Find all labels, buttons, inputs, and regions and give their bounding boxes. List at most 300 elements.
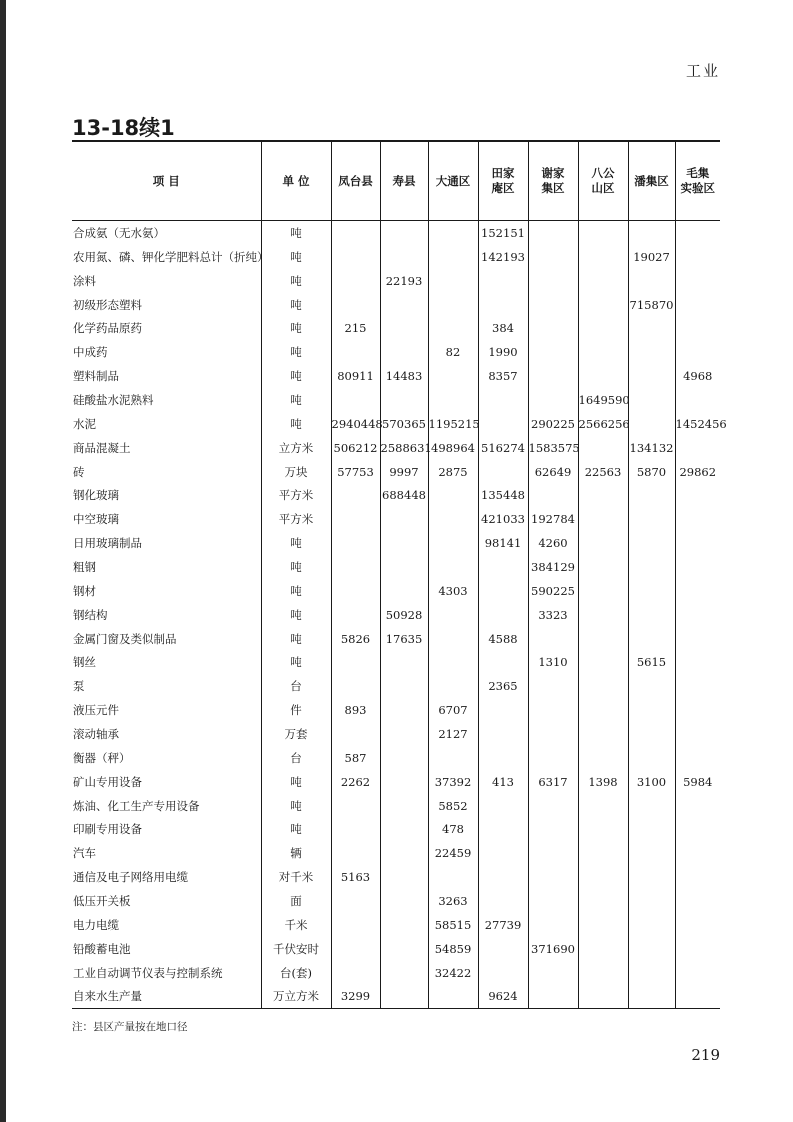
row-unit: 万立方米: [261, 985, 331, 1009]
table-cell: 1398: [578, 770, 628, 794]
table-cell: [628, 865, 675, 889]
row-unit: 吨: [261, 579, 331, 603]
table-cell: [478, 746, 528, 770]
table-cell: [628, 889, 675, 913]
table-cell: 5615: [628, 650, 675, 674]
table-cell: [675, 245, 720, 269]
table-cell: [380, 698, 428, 722]
table-cell: [675, 722, 720, 746]
table-row: [72, 985, 720, 1009]
table-cell: 98141: [478, 531, 528, 555]
table-row: [72, 770, 720, 794]
table-cell: [578, 293, 628, 317]
table-row: [72, 603, 720, 627]
table-cell: [675, 340, 720, 364]
table-cell: 498964: [428, 436, 478, 460]
table-cell: [675, 555, 720, 579]
table-cell: [578, 937, 628, 961]
table-cell: [578, 627, 628, 651]
table-cell: 590225: [528, 579, 578, 603]
row-item-label: 硅酸盐水泥熟料: [73, 392, 154, 407]
table-cell: [478, 722, 528, 746]
column-header: 潘集区: [628, 142, 675, 221]
row-unit: 吨: [261, 817, 331, 841]
table-cell: [478, 293, 528, 317]
table-cell: [478, 412, 528, 436]
column-header: 寿县: [380, 142, 428, 221]
table-cell: 2588631: [380, 436, 428, 460]
table-cell: 384129: [528, 555, 578, 579]
table-cell: 19027: [628, 245, 675, 269]
table-cell: [331, 841, 380, 865]
table-cell: [380, 293, 428, 317]
table-cell: 6317: [528, 770, 578, 794]
table-cell: [331, 293, 380, 317]
row-unit: 件: [261, 698, 331, 722]
table-cell: [331, 507, 380, 531]
table-row: [72, 865, 720, 889]
table-cell: [331, 937, 380, 961]
table-cell: 1583575: [528, 436, 578, 460]
table-row: [72, 364, 720, 388]
table-cell: [428, 555, 478, 579]
row-item-label: 印刷专用设备: [73, 822, 142, 837]
table-body: [72, 221, 727, 1009]
table-cell: 893: [331, 698, 380, 722]
row-item-label: 塑料制品: [73, 369, 119, 384]
table-cell: 516274: [478, 436, 528, 460]
table-cell: 5826: [331, 627, 380, 651]
table-cell: [578, 579, 628, 603]
table-row: [72, 698, 720, 722]
table-cell: [478, 865, 528, 889]
table-cell: [578, 603, 628, 627]
table-cell: [528, 293, 578, 317]
table-cell: 50928: [380, 603, 428, 627]
table-cell: [380, 555, 428, 579]
table-row: [72, 340, 720, 364]
table-row: [72, 412, 720, 436]
table-cell: [578, 746, 628, 770]
table-cell: [380, 865, 428, 889]
row-item-label: 自来水生产量: [72, 985, 261, 1009]
table-cell: 2875: [428, 460, 478, 484]
column-header: 单 位: [261, 142, 331, 221]
table-cell: [675, 293, 720, 317]
table-cell: [578, 889, 628, 913]
row-item-label: 砖: [73, 464, 85, 479]
table-cell: [331, 483, 380, 507]
table-cell: [331, 674, 380, 698]
row-item-label: 炼油、化工生产专用设备: [73, 798, 200, 813]
table-cell: [380, 650, 428, 674]
table-cell: [578, 555, 628, 579]
row-unit: 吨: [261, 316, 331, 340]
table-cell: [628, 555, 675, 579]
table-cell: [628, 985, 675, 1009]
table-cell: [578, 650, 628, 674]
column-header: 田家 庵区: [478, 142, 528, 221]
row-item-label: 粗钢: [73, 559, 96, 574]
table-cell: [528, 340, 578, 364]
table-cell: 32422: [428, 961, 478, 985]
table-cell: 3323: [528, 603, 578, 627]
table-cell: [578, 961, 628, 985]
table-cell: [675, 817, 720, 841]
table-cell: [478, 698, 528, 722]
table-cell: [528, 889, 578, 913]
table-cell: [380, 507, 428, 531]
table-cell: [380, 340, 428, 364]
table-cell: [675, 889, 720, 913]
table-cell: [578, 985, 628, 1009]
table-cell: [380, 913, 428, 937]
table-cell: [628, 483, 675, 507]
section-label: 工业: [685, 62, 720, 80]
table-cell: [675, 674, 720, 698]
table-cell: [528, 627, 578, 651]
table-cell: [628, 388, 675, 412]
row-item-label: 工业自动调节仪表与控制系统: [73, 965, 223, 980]
table-cell: 3263: [428, 889, 478, 913]
row-item-label: 钢结构: [73, 607, 108, 622]
table-cell: 371690: [528, 937, 578, 961]
table-cell: [628, 579, 675, 603]
table-cell: [628, 412, 675, 436]
table-cell: [675, 579, 720, 603]
table-cell: [528, 674, 578, 698]
row-unit: 吨: [261, 531, 331, 555]
row-item-label: 泵: [73, 679, 85, 694]
table-cell: [428, 674, 478, 698]
table-cell: 5984: [675, 770, 720, 794]
table-cell: [478, 794, 528, 818]
table-row: [72, 507, 720, 531]
table-cell: [628, 817, 675, 841]
table-row: [72, 316, 720, 340]
row-unit: 吨: [261, 221, 331, 245]
row-item-label: 初级形态塑料: [73, 297, 142, 312]
table-row: [72, 794, 720, 818]
table-cell: 4303: [428, 579, 478, 603]
table-cell: [380, 388, 428, 412]
table-row: [72, 483, 720, 507]
table-cell: [331, 961, 380, 985]
table-cell: [578, 722, 628, 746]
table-cell: [428, 293, 478, 317]
table-row: [72, 436, 720, 460]
row-item-label: 滚动轴承: [73, 726, 119, 741]
table-cell: [428, 364, 478, 388]
table-cell: [528, 245, 578, 269]
table-cell: [331, 221, 380, 245]
table-cell: [628, 794, 675, 818]
table-cell: [675, 483, 720, 507]
table-row: [72, 221, 720, 245]
row-item-label: 衡器（秤）: [73, 750, 131, 765]
table-cell: 290225: [528, 412, 578, 436]
row-unit: 万套: [261, 722, 331, 746]
table-cell: 1452456: [675, 412, 720, 436]
table-cell: [628, 269, 675, 293]
table-cell: [578, 245, 628, 269]
table-cell: 1310: [528, 650, 578, 674]
table-cell: [628, 340, 675, 364]
table-cell: [428, 507, 478, 531]
table-cell: 4260: [528, 531, 578, 555]
table-cell: [675, 913, 720, 937]
table-cell: 1195215: [428, 412, 478, 436]
table-cell: [578, 841, 628, 865]
table-cell: [428, 865, 478, 889]
table-cell: [380, 746, 428, 770]
table-cell: [675, 794, 720, 818]
table-cell: 82: [428, 340, 478, 364]
table-cell: [528, 961, 578, 985]
table-cell: [675, 937, 720, 961]
column-header: 谢家 集区: [528, 142, 578, 221]
table-cell: [675, 627, 720, 651]
table-cell: 2127: [428, 722, 478, 746]
table-cell: 384: [478, 316, 528, 340]
row-item-label: 电力电缆: [73, 917, 119, 932]
table-row: [72, 555, 720, 579]
table-cell: [675, 698, 720, 722]
table-cell: 62649: [528, 460, 578, 484]
table-row: [72, 722, 720, 746]
table-cell: 142193: [478, 245, 528, 269]
row-item-label: 金属门窗及类似制品: [73, 631, 177, 646]
table-cell: [628, 698, 675, 722]
row-item-label: 铅酸蓄电池: [73, 941, 131, 956]
table-cell: [578, 865, 628, 889]
row-unit: 吨: [261, 388, 331, 412]
table-cell: 22563: [578, 460, 628, 484]
table-cell: 587: [331, 746, 380, 770]
table-cell: [675, 865, 720, 889]
row-unit: 万块: [261, 460, 331, 484]
table-cell: 478: [428, 817, 478, 841]
table-cell: [578, 364, 628, 388]
table-cell: [428, 245, 478, 269]
table-cell: [478, 841, 528, 865]
row-unit: 吨: [261, 412, 331, 436]
table-cell: [478, 388, 528, 412]
table-cell: 17635: [380, 627, 428, 651]
table-cell: [380, 770, 428, 794]
statistics-table: [72, 142, 727, 1009]
column-header: 毛集 实验区: [675, 142, 720, 221]
table-cell: [628, 674, 675, 698]
table-cell: [675, 436, 720, 460]
table-cell: [675, 985, 720, 1009]
table-cell: [331, 913, 380, 937]
row-item-label: 商品混凝土: [73, 440, 131, 455]
row-unit: 吨: [261, 770, 331, 794]
row-unit: 面: [261, 889, 331, 913]
row-item-label: 水泥: [73, 416, 96, 431]
row-unit: 平方米: [261, 507, 331, 531]
table-cell: [675, 650, 720, 674]
table-cell: [331, 889, 380, 913]
table-cell: [478, 579, 528, 603]
table-row: [72, 460, 720, 484]
table-cell: [380, 817, 428, 841]
table-cell: 4588: [478, 627, 528, 651]
table-cell: [428, 483, 478, 507]
table-cell: [380, 794, 428, 818]
table-cell: 8357: [478, 364, 528, 388]
row-unit: 吨: [261, 794, 331, 818]
row-unit: 吨: [261, 364, 331, 388]
table-cell: 2566256: [578, 412, 628, 436]
table-cell: 57753: [331, 460, 380, 484]
header-row: [72, 142, 720, 221]
row-unit: 台: [261, 746, 331, 770]
table-cell: 27739: [478, 913, 528, 937]
table-cell: [528, 269, 578, 293]
table-cell: [478, 269, 528, 293]
table-cell: [428, 650, 478, 674]
row-item-label: 通信及电子网络用电缆: [73, 870, 188, 885]
row-unit: 吨: [261, 627, 331, 651]
table-cell: [628, 722, 675, 746]
table-cell: [628, 961, 675, 985]
table-cell: [478, 460, 528, 484]
table-cell: [578, 221, 628, 245]
row-unit: 立方米: [261, 436, 331, 460]
table-cell: [675, 603, 720, 627]
table-cell: [331, 531, 380, 555]
row-item-label: 合成氨（无水氨）: [73, 225, 165, 240]
table-cell: [675, 507, 720, 531]
table-cell: [428, 388, 478, 412]
row-item-label: 汽车: [73, 846, 96, 861]
table-cell: [578, 913, 628, 937]
table-row: [72, 889, 720, 913]
table-cell: 14483: [380, 364, 428, 388]
table-cell: 5163: [331, 865, 380, 889]
table-cell: [380, 961, 428, 985]
table-cell: [331, 245, 380, 269]
table-cell: [578, 698, 628, 722]
table-row: [72, 746, 720, 770]
table-cell: 2940448: [331, 412, 380, 436]
table-row: [72, 245, 720, 269]
table-cell: [628, 603, 675, 627]
column-header: 大通区: [428, 142, 478, 221]
table-cell: 3299: [331, 985, 380, 1009]
table-cell: [331, 650, 380, 674]
table-cell: [528, 364, 578, 388]
row-item-label: 钢材: [73, 583, 96, 598]
table-cell: [380, 722, 428, 746]
row-unit: 千伏安时: [261, 937, 331, 961]
table-cell: [528, 841, 578, 865]
table-cell: [528, 483, 578, 507]
table-cell: [628, 841, 675, 865]
table-cell: 2365: [478, 674, 528, 698]
table-cell: [478, 650, 528, 674]
row-unit: 吨: [261, 245, 331, 269]
table-cell: [628, 316, 675, 340]
table-cell: [628, 746, 675, 770]
row-unit: 吨: [261, 293, 331, 317]
table-cell: 413: [478, 770, 528, 794]
row-unit: 吨: [261, 555, 331, 579]
table-cell: [331, 817, 380, 841]
table-cell: [675, 531, 720, 555]
table-cell: 9997: [380, 460, 428, 484]
table-row: [72, 388, 720, 412]
table-cell: [528, 913, 578, 937]
table-cell: [428, 316, 478, 340]
table-cell: 54859: [428, 937, 478, 961]
table-cell: 152151: [478, 221, 528, 245]
table-cell: [675, 316, 720, 340]
table-cell: [675, 221, 720, 245]
row-unit: 吨: [261, 340, 331, 364]
table-cell: [331, 340, 380, 364]
table-cell: [675, 961, 720, 985]
table-title: 13-18续1: [72, 116, 175, 140]
row-item-label: 涂料: [73, 273, 96, 288]
table-cell: 29862: [675, 460, 720, 484]
table-cell: [428, 269, 478, 293]
table-cell: [528, 746, 578, 770]
table-cell: [528, 388, 578, 412]
table-cell: [675, 388, 720, 412]
table-cell: 3100: [628, 770, 675, 794]
table-row: [72, 817, 720, 841]
table-cell: [578, 674, 628, 698]
table-cell: [380, 937, 428, 961]
table-row: [72, 674, 720, 698]
table-cell: [331, 579, 380, 603]
table-cell: [478, 817, 528, 841]
table-row: [72, 627, 720, 651]
table-cell: [628, 627, 675, 651]
table-cell: 1649590: [578, 388, 628, 412]
table-row: [72, 650, 720, 674]
table-cell: 215: [331, 316, 380, 340]
table-cell: [528, 985, 578, 1009]
table-cell: 22459: [428, 841, 478, 865]
table-cell: [478, 961, 528, 985]
table-cell: [578, 817, 628, 841]
table-cell: [380, 889, 428, 913]
table-cell: [380, 985, 428, 1009]
table-cell: 6707: [428, 698, 478, 722]
table-cell: 37392: [428, 770, 478, 794]
table-cell: [578, 269, 628, 293]
table-cell: [380, 531, 428, 555]
table-cell: [675, 746, 720, 770]
footnote: 注：县区产量按在地口径: [72, 1021, 188, 1033]
table-cell: 192784: [528, 507, 578, 531]
table-cell: [331, 722, 380, 746]
table-cell: [675, 269, 720, 293]
row-unit: 辆: [261, 841, 331, 865]
table-row: [72, 841, 720, 865]
table-cell: [380, 221, 428, 245]
row-unit: 平方米: [261, 483, 331, 507]
table-cell: [628, 937, 675, 961]
table-cell: [528, 722, 578, 746]
table-cell: [528, 698, 578, 722]
table-cell: [578, 340, 628, 364]
column-header: 项 目: [72, 142, 261, 221]
